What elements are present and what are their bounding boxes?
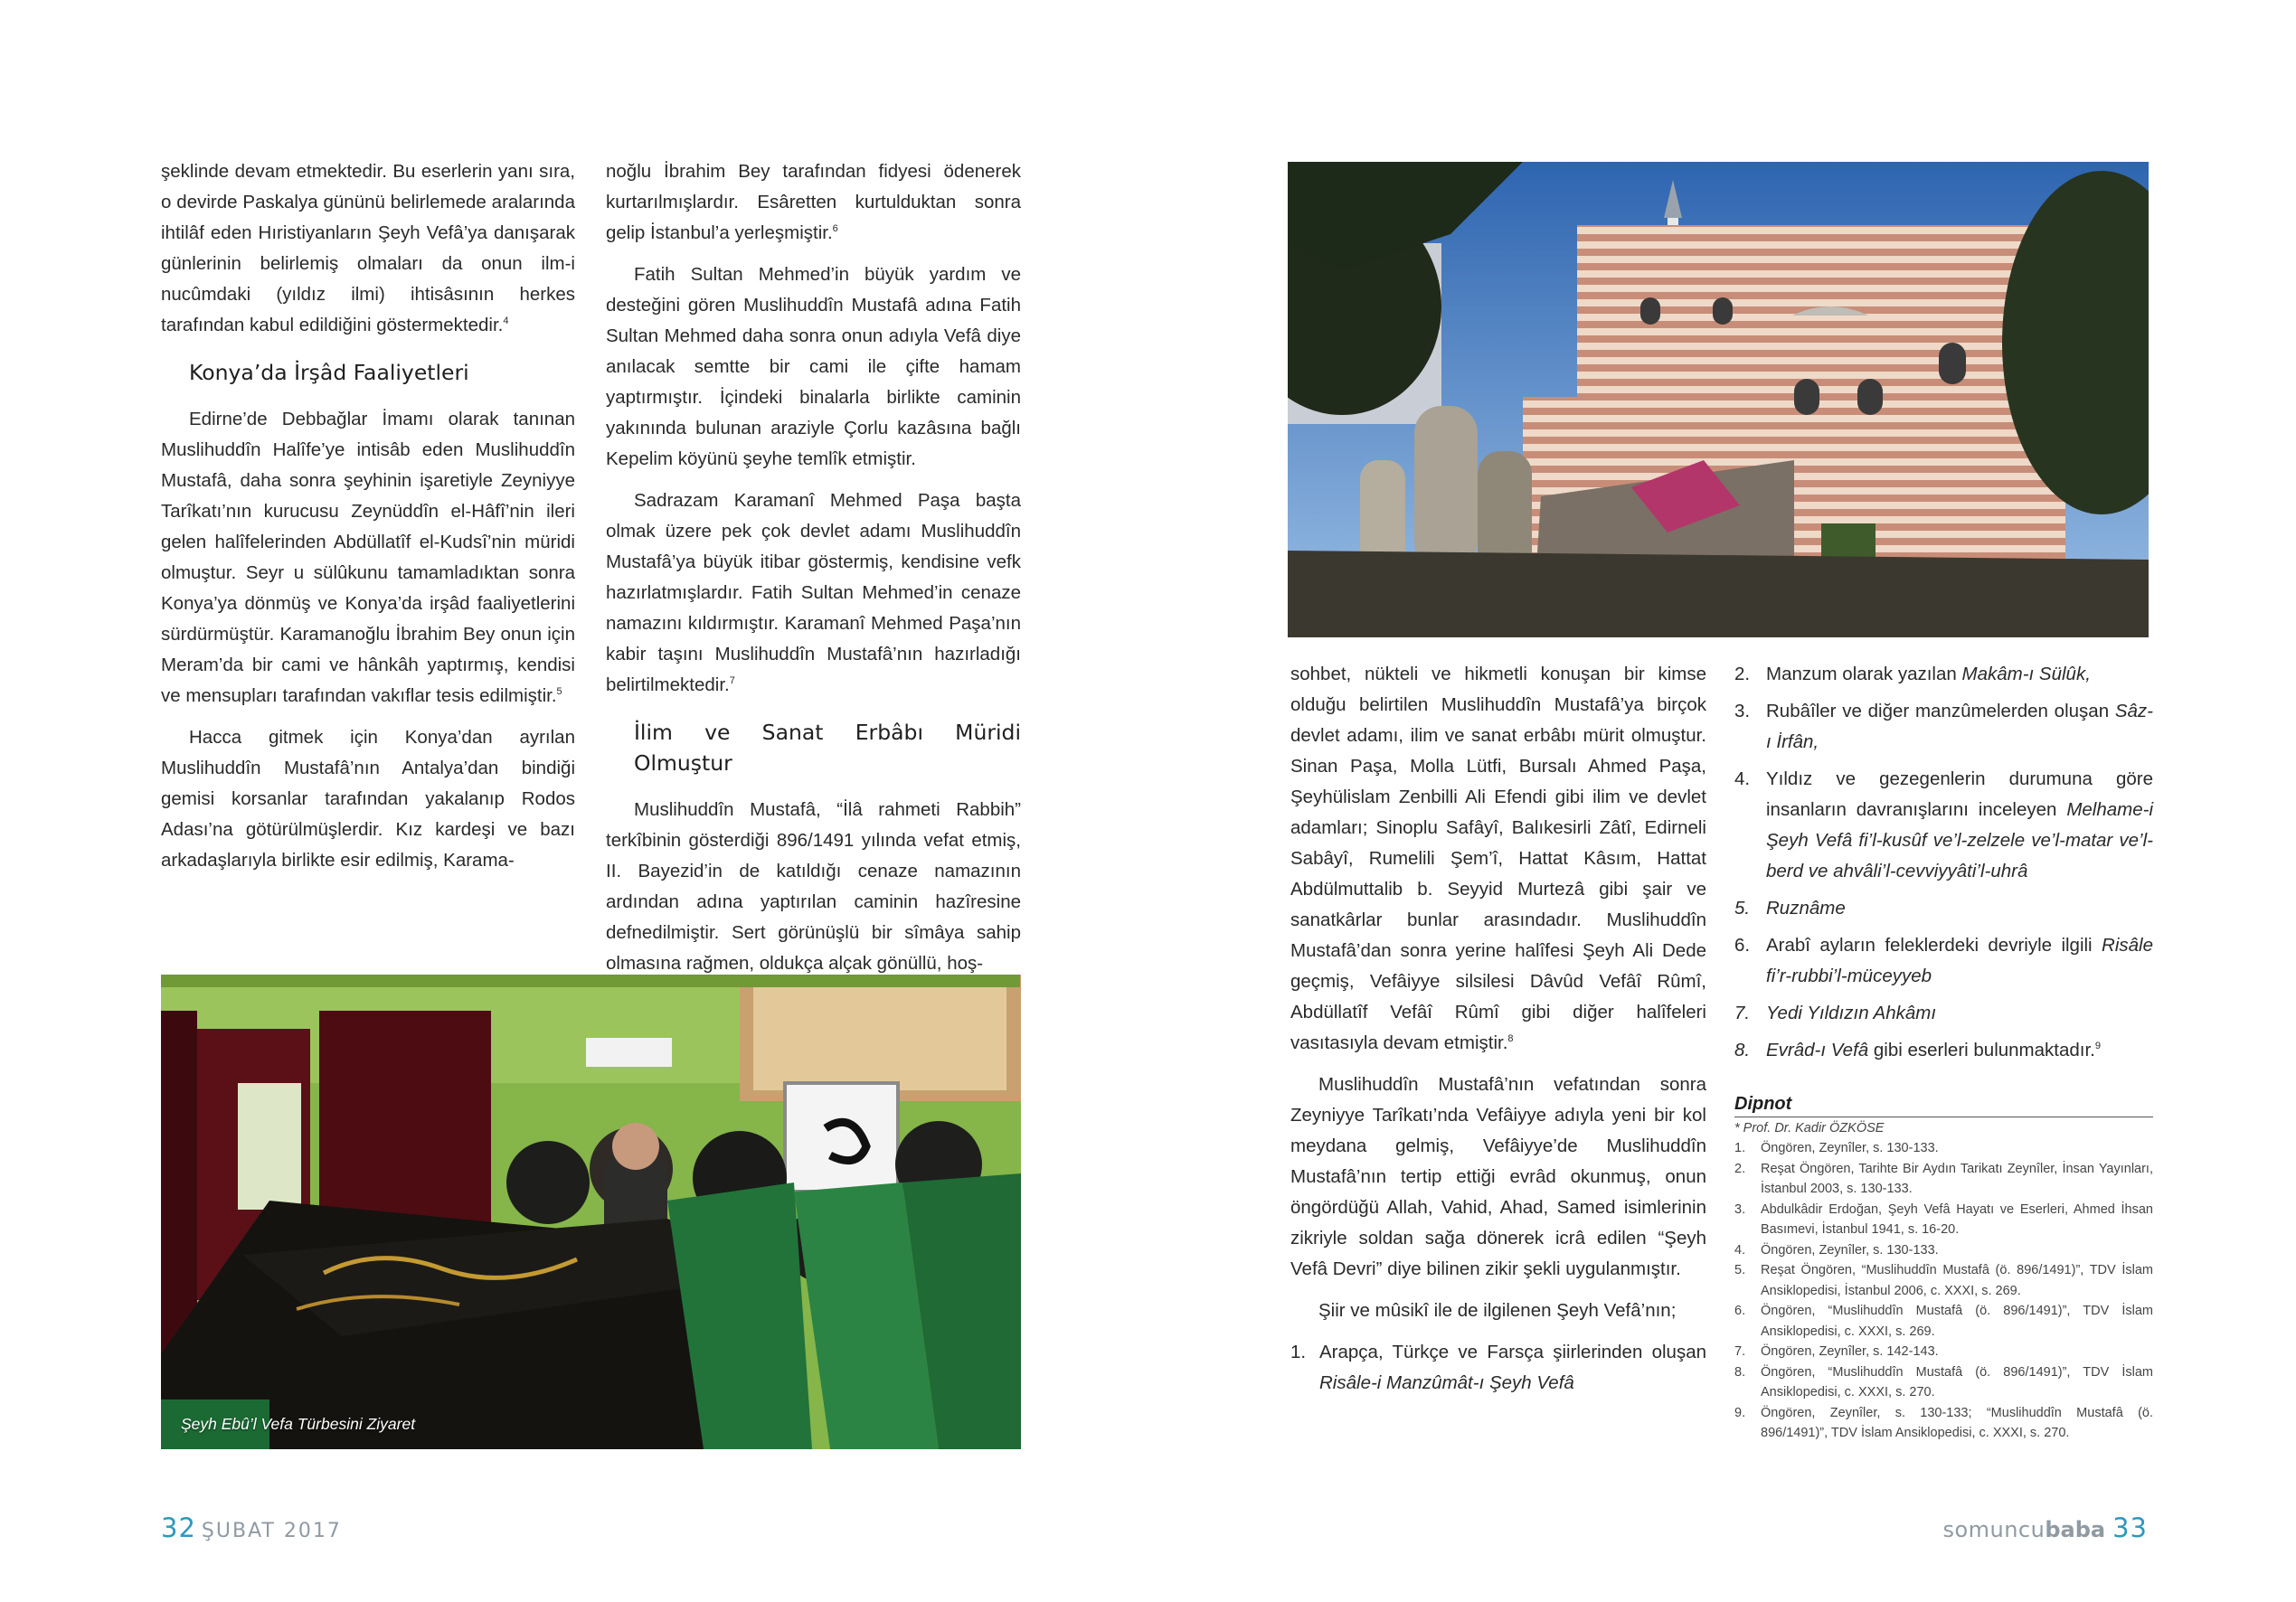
- section-heading-ilim: İlim ve Sanat Erbâbı Müridi Olmuştur: [634, 720, 1021, 776]
- footnote: 5. Reşat Öngören, “Muslihuddîn Mustafâ (ö. 896/1491)”, TDV İslam Ansiklopedisi, İstanbul 2006, c. XXXI, s. 269.: [1734, 1263, 2153, 1298]
- footnote: 9. Öngören, Zeynîler, s. 130-133; “Muslihuddîn Mustafâ (ö. 896/1491)”, TDV İslam Ansiklopedisi, c. XXXI, s. 270.: [1734, 1405, 2153, 1440]
- footnotes-title: Dipnot: [1734, 1092, 2153, 1117]
- mosque-exterior-photo: [1288, 162, 2149, 637]
- paragraph: noğlu İbrahim Bey tarafından fidyesi ödenerek kurtarılmışlardır. Esâretten kurtulduktan sonra gelip İstanbul’a yerleşmiştir.$^6$: [606, 161, 1021, 243]
- list-item: 5. Ruznâme: [1734, 898, 1846, 919]
- footnote: 1. Öngören, Zeynîler, s. 130-133.: [1734, 1141, 1939, 1155]
- list-item: 8. Evrâd-ı Vefâ gibi eserleri bulunmaktadır.$^9$: [1734, 1040, 2101, 1060]
- list-item: 4. Yıldız ve gezegenlerin durumuna göre insanların davranışlarını inceleyen Melhame-i Şeyh Vefâ fi’l-kusûf ve’l-zelzele ve’l-matar ve’l-berd ve ahvâli’l-cevviyyâti’l-uhrâ: [1734, 768, 2154, 881]
- footnote: 6. Öngören, “Muslihuddîn Mustafâ (ö. 896/1491)”, TDV İslam Ansiklopedisi, c. XXXI, s. 269.: [1734, 1304, 2153, 1339]
- section-heading-konya: Konya’da İrşâd Faaliyetleri: [189, 360, 469, 385]
- tomb-interior-photo: [161, 975, 1021, 1449]
- photo-caption: Şeyh Ebû’l Vefa Türbesini Ziyaret: [181, 1415, 416, 1433]
- list-item: 3. Rubâîler ve diğer manzûmelerden oluşan Sâz-ı İrfân,: [1734, 701, 2153, 752]
- paragraph: Edirne’de Debbağlar İmamı olarak tanınan Muslihuddîn Halîfe’ye intisâb eden Muslihuddîn Mustafâ, daha sonra şeyhinin işaretiyle Zeyniyye Tarîkatı’nın kurucusu Zeynüddîn el-Hâfî’nin ileri gelen halîfelerinden Abdüllatîf el-Kudsî’nin müridi olmuştur. Seyr u sülûkunu tamamladıktan sonra Konya’ya dönmüş ve Konya’da irşâd faaliyetlerini sürdürmüştür. Karamanoğlu İbrahim Bey onun için Meram’da bir cami ve hânkâh yaptırmış, kendisi ve mensupları tarafından vakıflar tesis edilmiştir.$^5$: [161, 409, 575, 706]
- footnotes: [1734, 1092, 2153, 1444]
- left-column-1: [161, 156, 575, 887]
- works-list-start: [1290, 1337, 1706, 1399]
- footnote: 4. Öngören, Zeynîler, s. 130-133.: [1734, 1242, 1939, 1258]
- paragraph: sohbet, nükteli ve hikmetli konuşan bir kimse olduğu belirtilen Muslihuddîn Mustafâ’ya birçok devlet adamı, ilim ve sanat erbâbı mürit olmuştur. Sinan Paşa, Molla Lütfi, Bursalı Ahmed Paşa, Şeyhülislam Zenbilli Ali Efendi gibi ilim ve devlet adamları; Sinoplu Safâyî, Balıkesirli Zâtî, Edirneli Sabâyî, Rumelili Şem’î, Hattat Kâsım, Hattat Abdülmuttalib b. Seyyid Murtezâ gibi şair ve sanatkârlar bunlar arasındadır. Muslihuddîn Mustafâ’dan sonra yerine halîfesi Şeyh Ali Dede geçmiş, Vefâiyye silsilesi Dâvûd Vefâî Rûmî, Abdüllatîf Vefâî Rûmî gibi diğer halîfeleri vasıtasıyla devam etmiştir.$^8$: [1290, 664, 1706, 1053]
- magazine-name-bold: baba: [2045, 1517, 2106, 1542]
- paragraph: Muslihuddîn Mustafâ, “İlâ rahmeti Rabbih” terkîbinin gösterdiği 896/1491 yılında vefat etmiş, II. Bayezid’in de katıldığı cenaze namazının ardından adına yaptırılan caminin hazîresine defnedilmiştir. Sert görünüşlü bir sîmâya sahip olmasına rağmen, oldukça alçak gönüllü, hoş-: [606, 799, 1021, 974]
- author-note: * Prof. Dr. Kadir ÖZKÖSE: [1734, 1121, 1885, 1136]
- works-list: [1734, 659, 2153, 1066]
- footnote: 3. Abdulkâdir Erdoğan, Şeyh Vefâ Hayatı ve Eserleri, Ahmed İhsan Basımevi, İstanbul 1941, s. 16-20.: [1734, 1202, 2153, 1237]
- paragraph: Hacca gitmek için Konya’dan ayrılan Muslihuddîn Mustafâ’nın Antalya’dan bindiği gemisi korsanlar tarafından yakalanıp Rodos Adası’na götürülmüşlerdir. Kız kardeşi ve bazı arkadaşlarıyla birlikte esir edilmiş, Karama-: [161, 727, 575, 871]
- footnote: 7. Öngören, Zeynîler, s. 142-143.: [1734, 1344, 1939, 1359]
- paragraph: Şiir ve mûsikî ile de ilgilenen Şeyh Vefâ’nın;: [1318, 1300, 1677, 1321]
- right-column-2: [1734, 659, 2153, 1072]
- footnote: 8. Öngören, “Muslihuddîn Mustafâ (ö. 896/1491)”, TDV İslam Ansiklopedisi, c. XXXI, s. 270.: [1734, 1364, 2153, 1399]
- mosque-exterior-illustration: [1288, 162, 2149, 637]
- list-item: 6. Arabî ayların feleklerdeki devriyle ilgili Risâle fi’r-rubbi’l-müceyyeb: [1734, 935, 2153, 986]
- folio-right: [1942, 1512, 2148, 1543]
- paragraph: şeklinde devam etmektedir. Bu eserlerin yanı sıra, o devirde Paskalya gününü belirlemede aralarında ihtilâf eden Hıristiyanların Şeyh Vefâ’ya danışarak günlerinin belirlemiş olmaları da onun ilm-i nucûmdaki (yıldız ilmi) ihtisâsının herkes tarafından kabul edildiğini göstermektedir.$^4$: [161, 161, 575, 335]
- issue-date: ŞUBAT 2017: [201, 1520, 342, 1542]
- right-column-1: [1290, 659, 1706, 1405]
- tomb-interior-illustration: [161, 975, 1021, 1449]
- list-item: 2. Manzum olarak yazılan Makâm-ı Sülûk,: [1734, 664, 2091, 684]
- folio-left: [161, 1512, 342, 1543]
- magazine-name: somuncu: [1942, 1517, 2046, 1542]
- footnote: 2. Reşat Öngören, Tarihte Bir Aydın Tarikatı Zeynîler, İnsan Yayınları, İstanbul 2003, s. 130-133.: [1734, 1161, 2153, 1196]
- list-item: 7. Yedi Yıldızın Ahkâmı: [1734, 1003, 1937, 1023]
- left-column-2: [606, 156, 1021, 990]
- paragraph: Sadrazam Karamanî Mehmed Paşa başta olmak üzere pek çok devlet adamı Muslihuddîn Mustafâ’ya büyük itibar göstermiş, kendisine vefk hazırlatmışlardır. Fatih Sultan Mehmed’in cenaze namazını kıldırmıştır. Karamanî Mehmed Paşa’nın kabir taşını Muslihuddîn Mustafâ’nın hazırladığı belirtilmektedir.$^7$: [606, 490, 1021, 695]
- paragraph: Muslihuddîn Mustafâ’nın vefatından sonra Zeyniyye Tarîkatı’nda Vefâiyye adıyla yeni bir kol meydana gelmiş, Vefâiyye’de Muslihuddîn Mustafâ’nın tertip ettiği evrâd okunmuş, onun öngördüğü Allah, Vahid, Ahad, Samed isimlerinin zikriyle soldan sağa dönerek icrâ edilen “Şeyh Vefâ Devri” diye bilinen zikir şekli uygulanmıştır.: [1290, 1074, 1706, 1279]
- list-item: 1. Arapça, Türkçe ve Farsça şiirlerinden oluşan Risâle-i Manzûmât-ı Şeyh Vefâ: [1290, 1342, 1706, 1393]
- page-number: 33: [2112, 1512, 2148, 1543]
- paragraph: Fatih Sultan Mehmed’in büyük yardım ve desteğini gören Muslihuddîn Mustafâ adına Fatih Sultan Mehmed daha sonra onun adıyla Vefâ diye anılacak semtte bir cami ile çifte hamam yaptırmıştır. İçindeki binalarla birlikte caminin yakınında bulunan araziyle Çorlu kazâsına bağlı Kepelim köyünü şeyhe temlîk etmiştir.: [606, 264, 1021, 469]
- page-number: 32: [161, 1512, 196, 1543]
